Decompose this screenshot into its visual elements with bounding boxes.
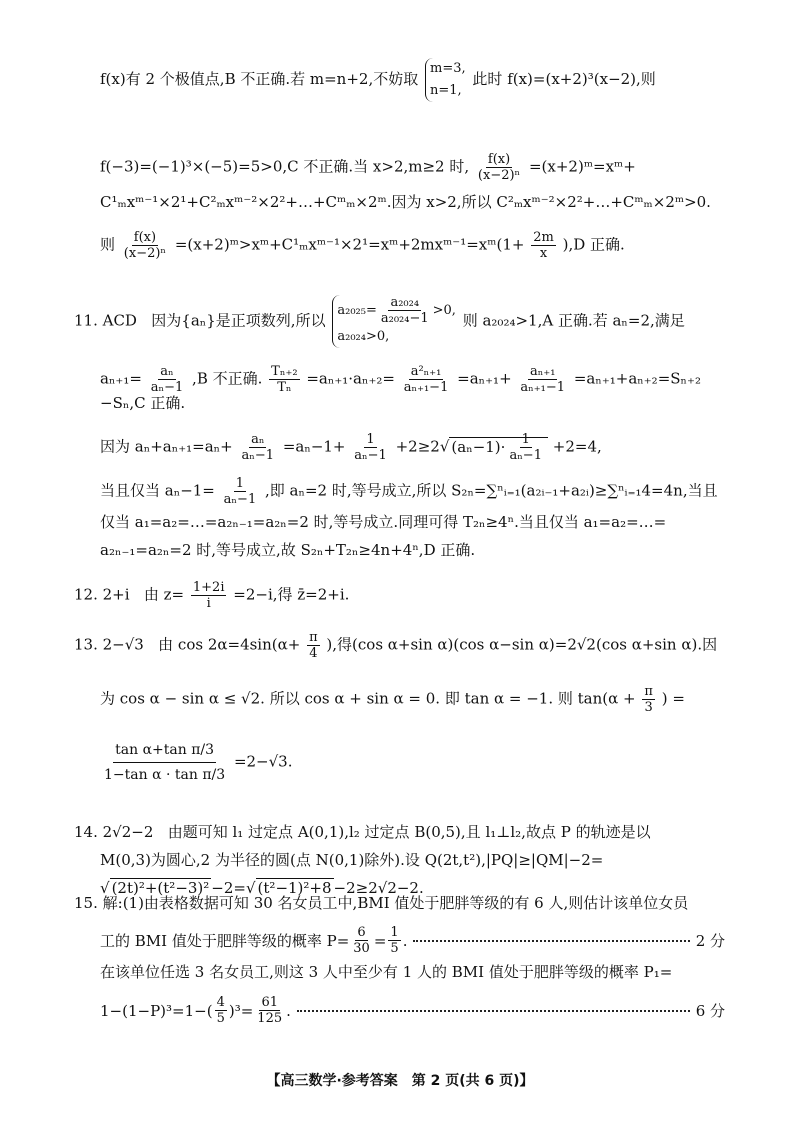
denominator: 125 bbox=[257, 1011, 283, 1026]
denominator: (x−2)ⁿ bbox=[477, 168, 521, 183]
numerator: a₂₀₂₄ bbox=[390, 295, 420, 310]
case-brace bbox=[332, 295, 456, 348]
fraction bbox=[255, 995, 284, 1026]
denominator: aₙ−1 bbox=[223, 492, 257, 507]
text: ),得(cos α+sin α)(cos α−sin α)=2√2(cos α+sin α).因 bbox=[326, 635, 718, 654]
denominator: i bbox=[206, 596, 211, 611]
q11-line-5 bbox=[100, 476, 718, 507]
question-label: 13. 2−√3 bbox=[74, 635, 144, 654]
text: 当且仅当 aₙ−1= bbox=[100, 481, 215, 500]
numerator: 4 bbox=[216, 995, 225, 1010]
text: = bbox=[373, 931, 387, 950]
square-root: (2t)²+(t²−3)² bbox=[111, 879, 210, 897]
q11-line-1 bbox=[74, 295, 685, 348]
text: −2=√ bbox=[211, 879, 256, 897]
fraction bbox=[531, 230, 556, 261]
fraction bbox=[239, 432, 276, 463]
fraction bbox=[507, 432, 544, 463]
text: −Sₙ,C 正确. bbox=[100, 394, 186, 412]
q13-line-1 bbox=[74, 630, 717, 661]
numerator: 1+2i bbox=[192, 580, 225, 595]
denominator: aₙ₊₁−1 bbox=[520, 380, 566, 395]
text: 由题可知 l₁ 过定点 A(0,1),l₂ 过定点 B(0,5),且 l₁⊥l₂,故点 P 的轨迹是以 bbox=[167, 823, 651, 841]
text: =2−i,得 z̄=2+i. bbox=[233, 585, 350, 604]
q10-line-2 bbox=[100, 152, 636, 183]
text: 在该单位任选 3 名女员工,则这 3 人中至少有 1 人的 BMI 值处于肥胖等级的概率 P₁= bbox=[100, 963, 673, 981]
q15-line-2 bbox=[100, 925, 725, 956]
denominator: aₙ−1 bbox=[150, 380, 184, 395]
case bbox=[337, 295, 456, 326]
text: a₂ₙ₋₁=a₂ₙ=2 时,等号成立,故 S₂ₙ+T₂ₙ≥4n+4ⁿ,D 正确. bbox=[100, 541, 476, 559]
text: . bbox=[402, 931, 408, 950]
fraction bbox=[351, 925, 372, 956]
text: (aₙ−1)· bbox=[451, 437, 506, 456]
fraction bbox=[307, 630, 320, 661]
q11-line-3 bbox=[100, 393, 185, 413]
text: −2≥2√2−2. bbox=[333, 879, 424, 897]
fraction bbox=[191, 580, 227, 611]
text: =(x+2)ᵐ=xᵐ+ bbox=[528, 157, 636, 176]
text: f(−3)=(−1)³×(−5)=5>0,C 不正确.当 x>2,m≥2 时, bbox=[100, 157, 470, 176]
text: ),D 正确. bbox=[562, 235, 625, 254]
text: 则 a₂₀₂₄>1,A 正确.若 aₙ=2,满足 bbox=[462, 311, 685, 330]
numerator: 61 bbox=[261, 995, 278, 1010]
fraction bbox=[222, 476, 259, 507]
q12-line bbox=[74, 580, 349, 611]
numerator: 1 bbox=[521, 432, 530, 447]
text: ,即 aₙ=2 时,等号成立,所以 S₂ₙ=∑ⁿᵢ₌₁(a₂ᵢ₋₁+a₂ᵢ)≥∑ⁿᵢ₌₁4=4n,当且 bbox=[265, 481, 718, 500]
denominator: aₙ₊₁−1 bbox=[403, 380, 449, 395]
page-footer: 【高三数学·参考答案 第 2 页(共 6 页)】 bbox=[266, 1073, 534, 1089]
numerator: a²ₙ₊₁ bbox=[410, 364, 442, 379]
text: 工的 BMI 值处于肥胖等级的概率 P= bbox=[100, 931, 350, 950]
text: 为 cos α − sin α ≤ √2. 所以 cos α + sin α = 0. 即 tan α = −1. 则 tan(α + bbox=[100, 689, 636, 708]
denominator: 5 bbox=[216, 1011, 225, 1026]
numerator: 1 bbox=[366, 432, 375, 447]
case: a₂₀₂₄>0, bbox=[337, 329, 390, 344]
denominator: 4 bbox=[309, 646, 318, 661]
denominator: a₂₀₂₄−1 bbox=[380, 311, 429, 326]
text: 由 cos 2α=4sin(α+ bbox=[158, 635, 301, 654]
numerator: π bbox=[309, 630, 318, 645]
denominator: aₙ−1 bbox=[241, 448, 275, 463]
text: M(0,3)为圆心,2 为半径的圆(点 N(0,1)除外).设 Q(2t,t²),|PQ|≥|QM|−2= bbox=[100, 851, 604, 869]
q13-line-2 bbox=[100, 684, 685, 715]
case: n=1, bbox=[430, 83, 462, 98]
q11-line-2 bbox=[100, 364, 701, 395]
q14-line-2 bbox=[100, 850, 603, 870]
numerator: f(x) bbox=[487, 152, 511, 167]
text: aₙ₊₁= bbox=[100, 369, 142, 388]
denominator: 3 bbox=[644, 700, 653, 715]
text: =aₙ₊₁·aₙ₊₂= bbox=[306, 369, 395, 388]
text: 1−(1−P)³=1−( bbox=[100, 1001, 213, 1020]
q11-line-6 bbox=[100, 512, 666, 532]
q15-line-3 bbox=[100, 962, 672, 982]
question-label: 15. 解: bbox=[74, 894, 123, 912]
denominator: aₙ−1 bbox=[509, 448, 542, 463]
fraction bbox=[215, 995, 227, 1026]
q10-line-4 bbox=[100, 230, 625, 261]
fraction bbox=[402, 364, 451, 395]
denominator: 5 bbox=[390, 941, 399, 956]
fraction bbox=[642, 684, 655, 715]
numerator: 6 bbox=[357, 925, 366, 940]
denominator: (x−2)ⁿ bbox=[123, 246, 167, 261]
text: 因为 aₙ+aₙ₊₁=aₙ+ bbox=[100, 437, 233, 456]
fraction bbox=[102, 738, 227, 787]
square-root: (t²−1)²+8 bbox=[257, 879, 332, 897]
q11-line-4: 因为 aₙ+aₙ₊₁=aₙ+ $\frac{\text{aₙ}}{\text{aₙ−1}}$ =aₙ−1+ $\frac{1}{\text{aₙ−1}}$ +2≥2√ (aₙ−1)· $\frac{1}{\text{aₙ−1}}$ +2=4, bbox=[100, 432, 602, 463]
fraction bbox=[379, 295, 431, 326]
text: )³= bbox=[228, 1001, 254, 1020]
text: =2−√3. bbox=[233, 752, 293, 771]
text: √ bbox=[100, 879, 110, 897]
text: ) = bbox=[661, 689, 685, 708]
text: ,B 不正确. bbox=[192, 369, 263, 388]
q15-line-4 bbox=[100, 995, 725, 1026]
text: =aₙ₊₁+ bbox=[457, 369, 512, 388]
fraction bbox=[149, 364, 186, 395]
dotted-leader bbox=[297, 1010, 690, 1012]
score-label: 6 分 bbox=[695, 1001, 725, 1020]
dotted-leader bbox=[413, 940, 689, 942]
text: a₂₀₂₅= bbox=[337, 303, 377, 318]
q11-line-7 bbox=[100, 540, 475, 560]
denominator: Tₙ bbox=[277, 380, 292, 395]
case: m=3, bbox=[430, 61, 466, 76]
question-label: 11. ACD bbox=[74, 311, 137, 330]
text: 此时 f(x)=(x+2)³(x−2),则 bbox=[472, 70, 656, 88]
fraction bbox=[122, 230, 168, 261]
q10-line-3 bbox=[100, 192, 711, 212]
fraction bbox=[476, 152, 522, 183]
fraction bbox=[518, 364, 567, 395]
text: +2=4, bbox=[552, 437, 602, 456]
denominator: 1−tan α · tan π/3 bbox=[104, 767, 226, 783]
numerator: 1 bbox=[390, 925, 399, 940]
numerator: Tₙ₊₂ bbox=[271, 364, 298, 379]
q14-line-1 bbox=[74, 822, 651, 842]
numerator: 2m bbox=[533, 230, 554, 245]
text: 仅当 a₁=a₂=…=a₂ₙ₋₁=a₂ₙ=2 时,等号成立.同理可得 T₂ₙ≥4ⁿ.当且仅当 a₁=a₂=…= bbox=[100, 513, 667, 531]
text: 因为{aₙ}是正项数列,所以 bbox=[151, 311, 326, 330]
text: 则 bbox=[100, 235, 116, 254]
question-label: 12. 2+i bbox=[74, 585, 130, 604]
denominator: aₙ−1 bbox=[354, 448, 387, 463]
numerator: f(x) bbox=[133, 230, 157, 245]
fraction bbox=[269, 364, 299, 395]
numerator: aₙ₊₁ bbox=[530, 364, 556, 379]
denominator: 30 bbox=[353, 941, 370, 956]
numerator: aₙ bbox=[160, 364, 174, 379]
numerator: aₙ bbox=[251, 432, 265, 447]
numerator: 1 bbox=[235, 476, 245, 491]
text: f(x)有 2 个极值点,B 不正确.若 m=n+2,不妨取 bbox=[100, 70, 419, 88]
text: +2≥2 bbox=[395, 437, 440, 456]
text: =aₙ₊₁+aₙ₊₂=Sₙ₊₂ bbox=[573, 369, 701, 388]
score-label: 2 分 bbox=[695, 931, 725, 950]
text: C¹ₘxᵐ⁻¹×2¹+C²ₘxᵐ⁻²×2²+…+Cᵐₘ×2ᵐ.因为 x>2,所以 C²ₘxᵐ⁻²×2²+…+Cᵐₘ×2ᵐ>0. bbox=[100, 193, 711, 211]
denominator: x bbox=[539, 246, 548, 261]
q10-line-1 bbox=[100, 58, 656, 102]
numerator: π bbox=[644, 684, 653, 699]
text: (1)由表格数据可知 30 名女员工中,BMI 值处于肥胖等级的有 6 人,则估计该单位女员 bbox=[122, 894, 689, 912]
square-root bbox=[449, 432, 548, 463]
question-label: 14. 2√2−2 bbox=[74, 823, 154, 841]
text: . bbox=[286, 1001, 291, 1020]
text: =(x+2)ᵐ>xᵐ+C¹ₘxᵐ⁻¹×2¹=xᵐ+2mxᵐ⁻¹=xᵐ(1+ bbox=[174, 235, 525, 254]
numerator: tan α+tan π/3 bbox=[113, 738, 216, 763]
text: =aₙ−1+ bbox=[282, 437, 346, 456]
q15-line-1 bbox=[74, 893, 688, 913]
case-brace bbox=[425, 58, 466, 102]
q13-line-3 bbox=[100, 738, 293, 787]
fraction bbox=[388, 925, 400, 956]
text: 由 z= bbox=[143, 585, 185, 604]
text: >0, bbox=[432, 303, 456, 318]
fraction bbox=[352, 432, 389, 463]
